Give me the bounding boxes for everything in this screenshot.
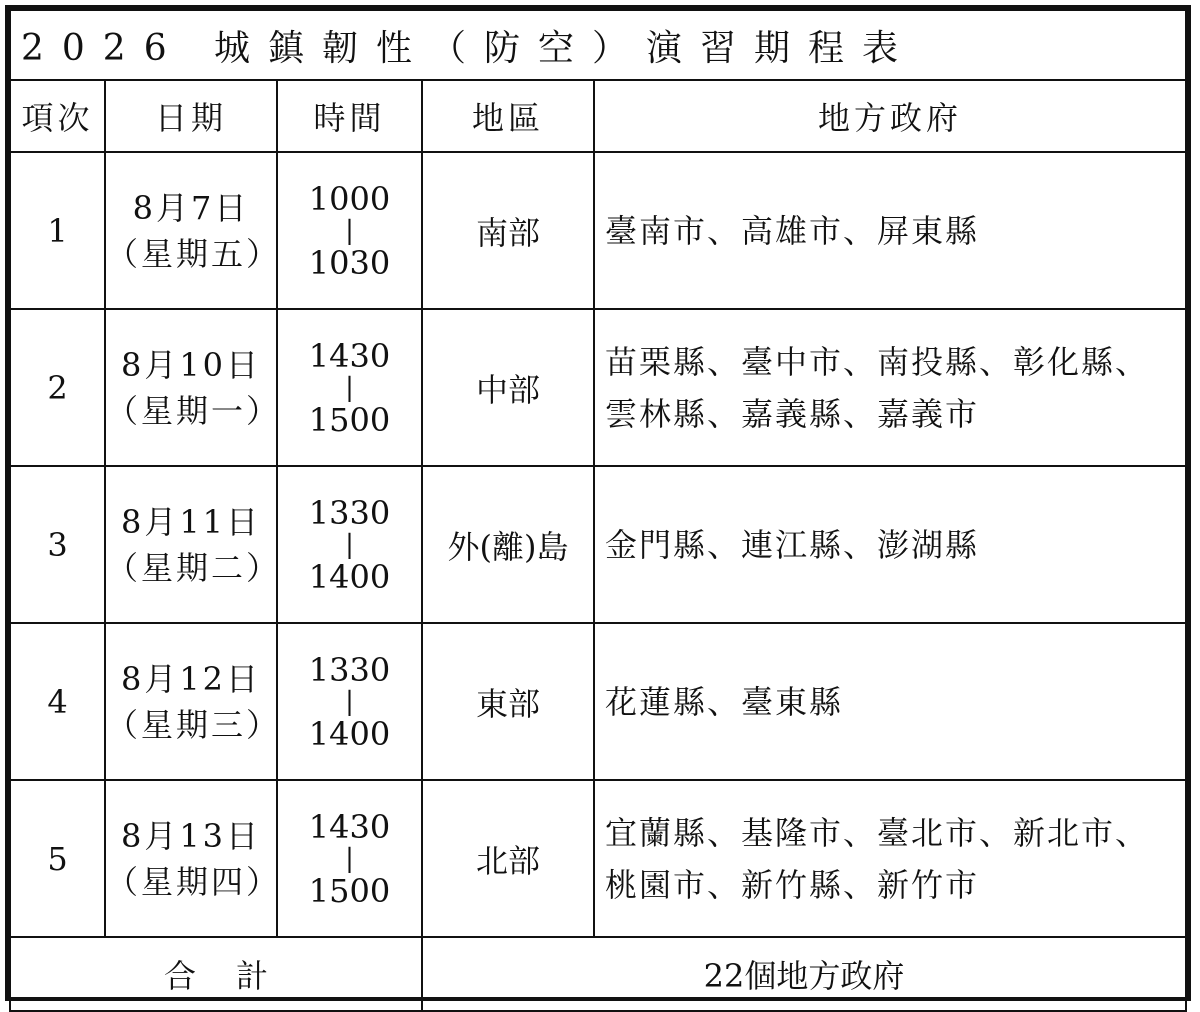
row-government [594, 152, 1186, 309]
time-end: 1500 [308, 400, 391, 439]
row-item: 1 [10, 152, 105, 309]
government-line: 雲林縣、嘉義縣、嘉義市 [605, 394, 980, 433]
row-date [105, 309, 282, 466]
row-item: 2 [10, 309, 105, 466]
date-text: 8月12日 [120, 659, 262, 698]
row-time [277, 623, 422, 780]
row-date [105, 623, 282, 780]
government-line: 宜蘭縣、基隆市、臺北市、新北市、 [605, 813, 1150, 852]
schedule-sheet [5, 5, 1191, 1001]
government-line: 金門縣、連江縣、澎湖縣 [605, 525, 980, 564]
row-item: 3 [10, 466, 105, 623]
government-line: 臺南市、高雄市、屏東縣 [605, 211, 980, 250]
time-start: 1430 [308, 807, 391, 846]
time-start: 1430 [308, 336, 391, 375]
time-separator: | [345, 529, 354, 560]
row-item: 5 [10, 780, 105, 937]
weekday-text: （星期四） [106, 862, 282, 901]
header-row [10, 80, 1186, 152]
table-row [10, 309, 1186, 466]
row-government [594, 623, 1186, 780]
weekday-text: （星期一） [106, 391, 282, 430]
weekday-text: （星期三） [106, 705, 282, 744]
title-row [10, 10, 1186, 80]
time-start: 1330 [308, 650, 391, 689]
table-row [10, 466, 1186, 623]
row-region: 北部 [422, 780, 594, 937]
row-government [594, 780, 1186, 937]
time-start: 1330 [308, 493, 391, 532]
row-time [277, 466, 422, 623]
date-text: 8月10日 [120, 345, 262, 384]
header-item: 項次 [10, 80, 105, 152]
time-separator: | [345, 215, 354, 246]
schedule-table [9, 9, 1187, 1012]
date-text: 8月7日 [132, 188, 250, 227]
table-row [10, 623, 1186, 780]
time-end: 1030 [308, 243, 391, 282]
weekday-text: （星期五） [106, 234, 282, 273]
time-separator: | [345, 686, 354, 717]
row-time [277, 780, 422, 937]
page-title: 2026 城鎮韌性（防空）演習期程表 [10, 10, 1186, 80]
government-line: 花蓮縣、臺東縣 [605, 682, 844, 721]
header-government: 地方政府 [594, 80, 1186, 152]
row-region: 外(離)島 [422, 466, 594, 623]
row-time [277, 152, 422, 309]
row-region: 中部 [422, 309, 594, 466]
header-time: 時間 [277, 80, 422, 152]
row-date [105, 780, 282, 937]
row-region: 南部 [422, 152, 594, 309]
government-line: 桃園市、新竹縣、新竹市 [605, 865, 980, 904]
time-start: 1000 [308, 179, 391, 218]
weekday-text: （星期二） [106, 548, 282, 587]
header-date: 日期 [105, 80, 277, 152]
government-line: 苗栗縣、臺中市、南投縣、彰化縣、 [605, 342, 1150, 381]
total-value: 22個地方政府 [422, 937, 1186, 1011]
row-region: 東部 [422, 623, 594, 780]
total-label: 合計 [10, 937, 422, 1011]
time-end: 1400 [308, 714, 391, 753]
time-end: 1400 [308, 557, 391, 596]
row-date [105, 152, 282, 309]
table-row [10, 780, 1186, 937]
date-text: 8月13日 [120, 816, 262, 855]
time-separator: | [345, 843, 354, 874]
total-row [10, 937, 1186, 1011]
row-government [594, 309, 1186, 466]
row-item: 4 [10, 623, 105, 780]
table-row [10, 152, 1186, 309]
row-time [277, 309, 422, 466]
time-separator: | [345, 372, 354, 403]
time-end: 1500 [308, 871, 391, 910]
row-date [105, 466, 282, 623]
header-region: 地區 [422, 80, 594, 152]
date-text: 8月11日 [120, 502, 262, 541]
row-government [594, 466, 1186, 623]
